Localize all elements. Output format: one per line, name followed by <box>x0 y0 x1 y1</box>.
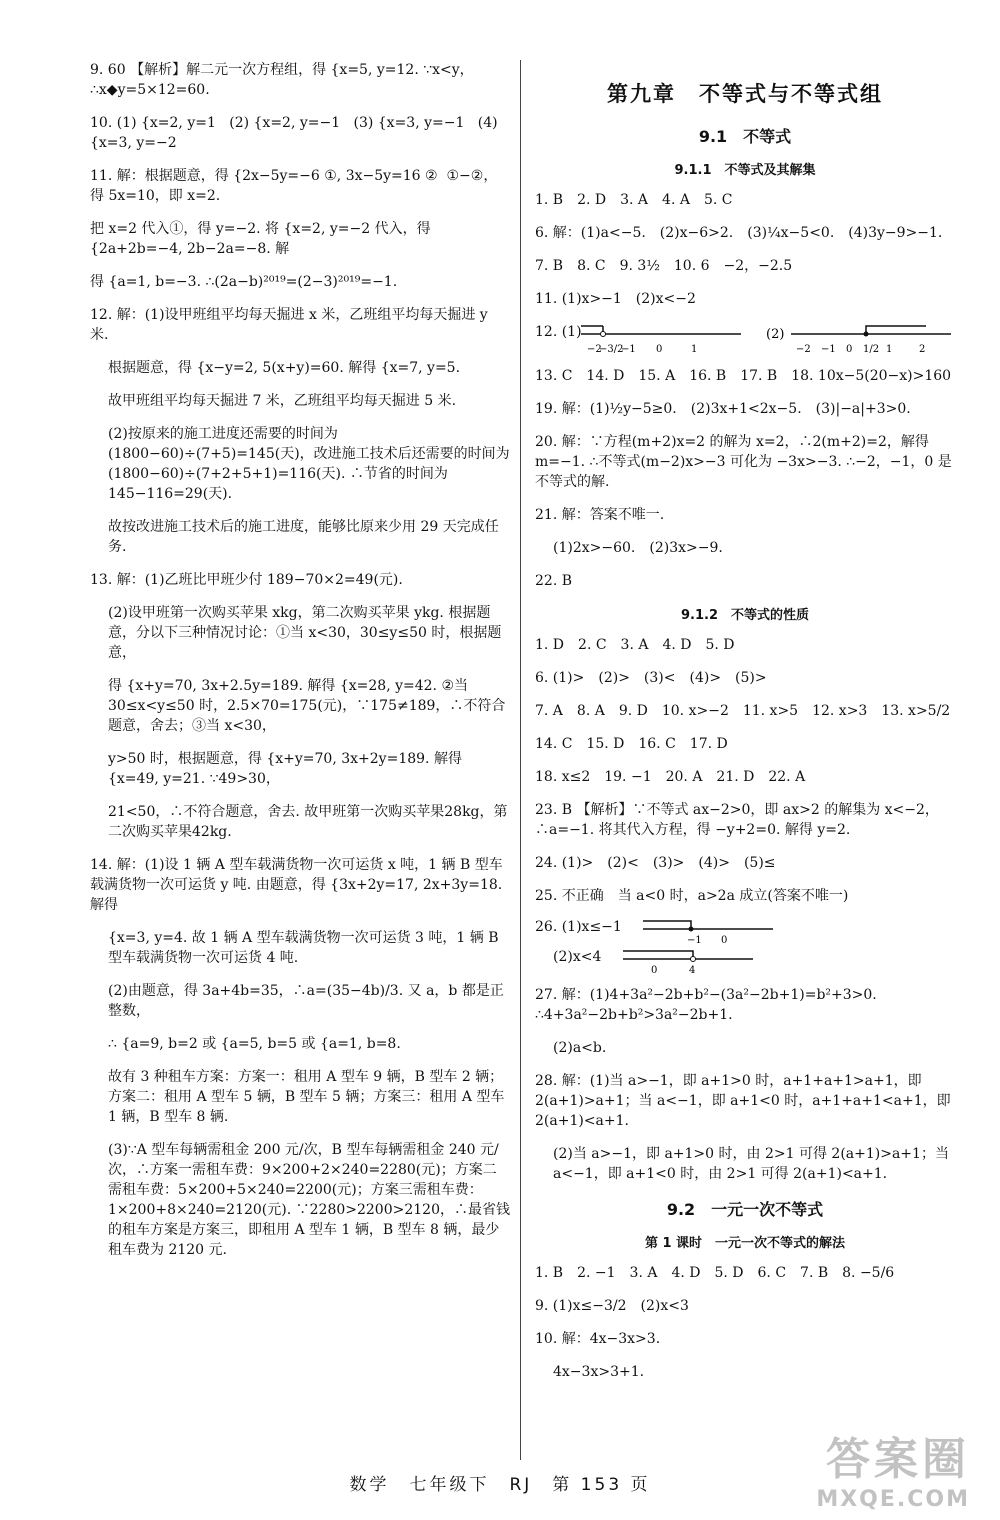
answer-row: 6. 解：(1)a<−5. (2)x−6>2. (3)¼x−5<0. (4)3y−9>−1. <box>535 225 943 241</box>
left-column <box>90 60 510 1273</box>
chapter-title: 第九章 不等式与不等式组 <box>607 82 883 106</box>
answer-11-cont: 把 x=2 代入①，得 y=−2. 将 {x=2, y=−2 代入，得 {2a+2b=−4, 2b−2a=−8. 解 <box>90 221 436 257</box>
subsection-9-1-2-title: 9.1.2 不等式的性质 <box>680 608 809 623</box>
answer-14-part3: (3)∵A 型车每辆需租金 200 元/次，B 型车每辆需租金 240 元/次，∴方案一需租车费：9×200+2×240=2280(元)；方案二需租车费：5×200+5×240=2200(元)；方案三需租车费：1×200+8×240=2120(元). ∵2280>2200>2120，∴最省钱的租车方案是方案三，即租用 A 型车 1 辆，B 型车 8 辆，最少租车费为 2120 元. <box>108 1142 510 1258</box>
answer-row: 6. (1)> (2)> (3)< (4)> (5)> <box>535 670 767 686</box>
answer-row: 13. C 14. D 15. A 16. B 17. B 18. 10x−5(20−x)>160 <box>535 368 952 384</box>
column-divider <box>520 60 521 1460</box>
tick-label: 4 <box>689 965 696 975</box>
answer-12-final: 故按改进施工技术后的施工进度，能够比原来少用 29 天完成任务. <box>108 519 499 555</box>
right-column <box>535 60 955 1395</box>
answer-row: 20. 解：∵方程(m+2)x=2 的解为 x=2，∴2(m+2)=2，解得 m=−1. ∴不等式(m−2)x>−3 可化为 −3x>−3. ∴−2，−1，0 是不等式的解. <box>535 434 952 490</box>
answer-row: 21. 解：答案不唯一. <box>535 507 665 523</box>
tick-label: 1 <box>691 344 698 355</box>
tick-label: 0 <box>656 344 663 355</box>
answer-13-case3: y>50 时，根据题意，得 {x+y=70, 3x+2y=189. 解得 {x=49, y=21. ∵49>30， <box>108 751 467 787</box>
solution-ray <box>643 921 691 929</box>
answer-row: (2)当 a>−1，即 a+1>0 时，由 2>1 可得 2(a+1)>a+1；当 a<−1，即 a+1<0 时，由 2>1 可得 2(a+1)<a+1. <box>553 1146 954 1182</box>
answer-10: 10. (1) {x=2, y=1 (2) {x=2, y=−1 (3) {x=3, y=−1 (4) {x=3, y=−2 <box>90 115 503 151</box>
number-lines-svg <box>581 322 981 356</box>
answer-row: 28. 解：(1)当 a>−1，即 a+1>0 时，a+1+a+1>a+1，即 2(a+1)>a+1；当 a<−1，即 a+1<0 时，a+1+a+1<a+1，即 2(a+1)<a+1. <box>535 1073 956 1129</box>
solution-ray <box>623 951 693 959</box>
answer-row: 24. (1)> (2)< (3)> (4)> (5)≤ <box>535 855 776 871</box>
answer-row: 19. 解：(1)½y−5≥0. (2)3x+1<2x−5. (3)|−a|+3>0. <box>535 401 911 417</box>
answer-12-part2: (2)按原来的施工进度还需要的时间为(1800−60)÷(7+5)=145(天)，改进施工技术后还需要的时间为(1800−60)÷(7+2+5+1)=116(天). ∴节省的时间为 145−116=29(天). <box>108 426 510 502</box>
watermark-logo: 答案圈 <box>826 1434 970 1485</box>
answer-26-1-label: 26. (1)x≤−1 <box>535 919 622 935</box>
answer-26-number-lines <box>535 919 955 975</box>
answer-row: 9. (1)x≤−3/2 (2)x<3 <box>535 1298 689 1314</box>
answer-12-part2-label: (2) <box>766 327 785 342</box>
watermark-url: MXQE.COM <box>816 1487 970 1512</box>
open-point <box>691 957 696 962</box>
answer-12-number-lines <box>535 322 955 356</box>
answer-12-label: 12. (1) <box>535 324 582 340</box>
answer-12: 12. 解：(1)设甲班组平均每天掘进 x 米，乙班组平均每天掘进 y 米. <box>90 307 493 343</box>
tick-label: 0 <box>651 965 658 975</box>
answer-row: 22. B <box>535 573 573 589</box>
tick-label: 0 <box>846 344 853 355</box>
closed-point <box>689 927 694 932</box>
answer-row: 1. D 2. C 3. A 4. D 5. D <box>535 637 735 653</box>
lesson-1-title: 第 1 课时 一元一次不等式的解法 <box>644 1236 846 1251</box>
watermark <box>816 1423 970 1512</box>
answer-row: 11. (1)x>−1 (2)x<−2 <box>535 291 696 307</box>
number-line-3 <box>643 919 783 945</box>
answer-row: 4x−3x>3+1. <box>553 1364 645 1380</box>
answer-14-plans: 故有 3 种租车方案：方案一：租用 A 型车 9 辆，B 型车 2 辆；方案二：租用 A 型车 5 辆，B 型车 5 辆；方案三：租用 A 型车 1 辆，B 型车 8 辆. <box>108 1069 509 1125</box>
answer-12-system: 根据题意，得 {x−y=2, 5(x+y)=60. 解得 {x=7, y=5. <box>108 360 461 376</box>
answer-row: 18. x≤2 19. −1 20. A 21. D 22. A <box>535 769 806 785</box>
answer-12-conclusion: 故甲班组平均每天掘进 7 米，乙班组平均每天掘进 5 米. <box>108 393 457 409</box>
answer-row: 25. 不正确 当 a<0 时，a>2a 成立(答案不唯一) <box>535 888 849 904</box>
answer-14: 14. 解：(1)设 1 辆 A 型车载满货物一次可运货 x 吨，1 辆 B 型车载满货物一次可运货 y 吨. 由题意，得 {3x+2y=17, 2x+3y=18. 解得 <box>90 857 507 913</box>
answer-row: 1. B 2. D 3. A 4. A 5. C <box>535 192 733 208</box>
answer-row: 1. B 2. −1 3. A 4. D 5. D 6. C 7. B 8. −5/6 <box>535 1265 895 1281</box>
answer-row: (1)2x>−60. (2)3x>−9. <box>553 540 723 556</box>
answer-9: 9. 60 【解析】解二元一次方程组，得 {x=5, y=12. ∵x<y，∴x◆y=5×12=60. <box>90 62 474 98</box>
tick-label: 1 <box>886 344 893 355</box>
section-9-1-title: 9.1 不等式 <box>698 127 792 146</box>
tick-label: 2 <box>919 344 926 355</box>
answer-row: 23. B 【解析】∵不等式 ax−2>0，即 ax>2 的解集为 x<−2，∴a=−1. 将其代入方程，得 −y+2=0. 解得 y=2. <box>535 802 939 838</box>
tick-label: −1 <box>621 344 636 355</box>
tick-label: −1 <box>687 935 702 945</box>
subsection-9-1-1-title: 9.1.1 不等式及其解集 <box>674 163 816 178</box>
answer-14-cases: ∴ {a=9, b=2 或 {a=5, b=5 或 {a=1, b=8. <box>108 1036 401 1052</box>
section-9-2-title: 9.2 一元一次不等式 <box>666 1200 824 1219</box>
answer-row: 7. A 8. A 9. D 10. x>−2 11. x>5 12. x>3 13. x>5/2 <box>535 703 951 719</box>
answer-13: 13. 解：(1)乙班比甲班少付 189−70×2=49(元). <box>90 572 403 588</box>
answer-11: 11. 解：根据题意，得 {2x−5y=−6 ①, 3x−5y=16 ② ①−②，得 5x=10，即 x=2. <box>90 168 498 204</box>
answer-row: 7. B 8. C 9. 3½ 10. 6 −2，−2.5 <box>535 258 793 274</box>
answer-14-part2: (2)由题意，得 3a+4b=35，∴a=(35−4b)/3. 又 a，b 都是正整数， <box>108 983 504 1019</box>
closed-point-2 <box>864 332 869 337</box>
answer-row: 10. 解：4x−3x>3. <box>535 1331 661 1347</box>
answer-11-result: 得 {a=1, b=−3. ∴(2a−b)²⁰¹⁹=(2−3)²⁰¹⁹=−1. <box>90 274 398 290</box>
answer-row: 27. 解：(1)4+3a²−2b+b²−(3a²−2b+1)=b²+3>0. ∴4+3a²−2b+b²>3a²−2b+1. <box>535 987 882 1023</box>
open-point-1 <box>601 332 606 337</box>
tick-label: 1/2 <box>863 344 880 355</box>
tick-label: 0 <box>721 935 728 945</box>
number-line-4 <box>623 949 763 975</box>
answer-13-final: 21<50，∴不符合题意，舍去. 故甲班第一次购买苹果28kg，第二次购买苹果42kg. <box>108 804 508 840</box>
page-footer: 数学 七年级下 RJ 第 153 页 <box>349 1475 651 1495</box>
answer-13-part2: (2)设甲班第一次购买苹果 xkg，第二次购买苹果 ykg. 根据题意，分以下三种情况讨论：①当 x<30，30≤y≤50 时，根据题意， <box>108 605 502 661</box>
tick-label: −1 <box>821 344 836 355</box>
tick-label: −3/2 <box>599 344 624 355</box>
solution-ray-2 <box>866 326 926 334</box>
answer-row: (2)a<b. <box>553 1040 607 1056</box>
answer-14-solution: {x=3, y=4. 故 1 辆 A 型车载满货物一次可运货 3 吨，1 辆 B 型车载满货物一次可运货 4 吨. <box>108 930 503 966</box>
tick-label: −2 <box>796 344 811 355</box>
answer-13-case1: 得 {x+y=70, 3x+2.5y=189. 解得 {x=28, y=42. ②当 30≤x<y≤50 时，2.5×70=175(元)，∵175≠189，∴不符合题意，舍去；③当 x<30， <box>108 678 506 734</box>
tick-label: −2 <box>587 344 602 355</box>
answer-26-2-label: (2)x<4 <box>553 949 602 965</box>
answer-row: 14. C 15. D 16. C 17. D <box>535 736 728 752</box>
